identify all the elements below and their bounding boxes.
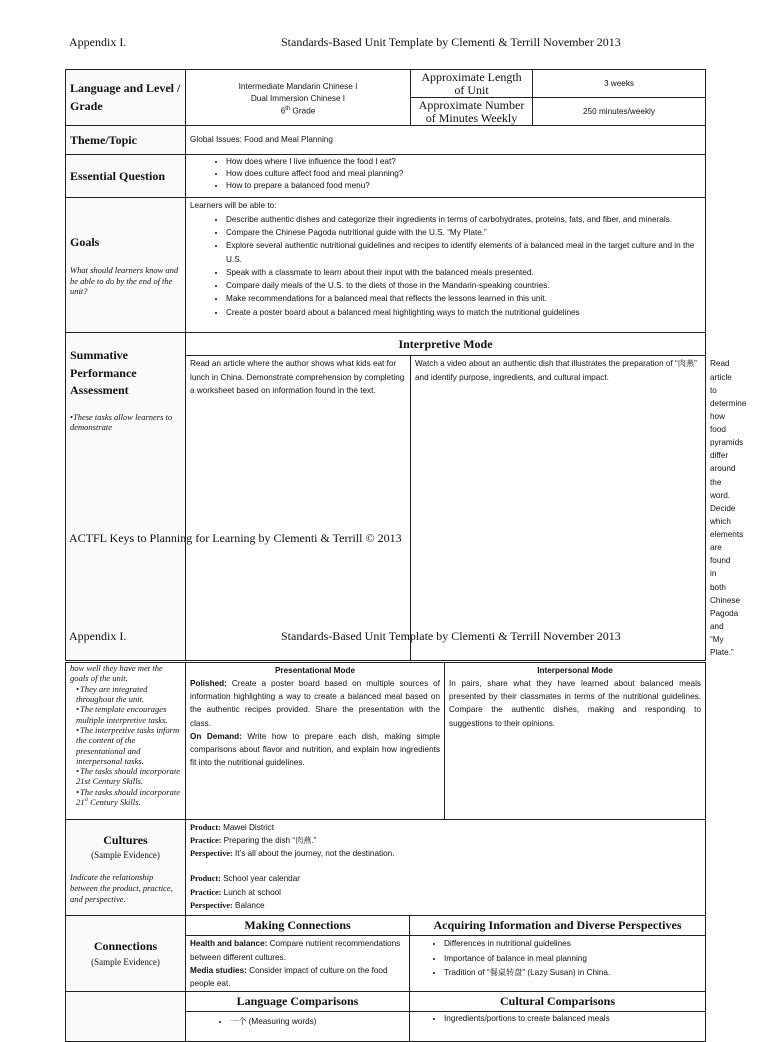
theme-value: Global Issues: Food and Meal Planning	[186, 126, 706, 155]
interpretive-task: Read an article where the author shows what kids eat for lunch in China. Demonstrate comprehension by completing a worksheet based on information found in the text.	[186, 356, 411, 661]
side-note: • They are integrated throughout the unit.	[76, 684, 181, 705]
goal-item: • Compare daily meals of the U.S. to the diets of those in the Mandarin-speaking countries.	[226, 279, 701, 292]
cultures-subtitle: Indicate the relationship between the product, practice, and perspective.	[70, 872, 173, 904]
interpersonal-mode-header: Interpersonal Mode	[537, 666, 613, 675]
minutes-label: Approximate Number of Minutes Weekly	[411, 98, 533, 126]
summative-label-cell	[66, 333, 186, 661]
acquiring-item: • Tradition of “餐桌转盘” (Lazy Susan) in China.	[444, 966, 701, 980]
goals-label-cell	[66, 198, 186, 333]
page-header-title-2: Standards-Based Unit Template by Clementi & Terrill November 2013	[281, 629, 621, 643]
side-note: • The template encourages multiple interpretive tasks.	[76, 704, 181, 725]
side-intro: how well they have met the goals of the unit.	[70, 663, 163, 684]
course-line: Intermediate Mandarin Chinese I	[238, 81, 358, 91]
connections-label: Connections	[93, 939, 158, 954]
page-footer: ACTFL Keys to Planning for Learning by Clementi & Terrill © 2013	[69, 531, 402, 545]
course-line: Dual Immersion Chinese I	[250, 93, 346, 103]
language-level-label: Language and Level / Grade	[66, 70, 186, 126]
goals-label: Goals	[70, 234, 100, 249]
goals-cell	[186, 198, 706, 333]
goal-item: • Describe authentic dishes and categorize their ingredients in terms of carbohydrates, proteins, fats, and fiber, and minerals.	[226, 213, 701, 226]
goal-item: • Speak with a classmate to learn about their input with the balanced meals presented.	[226, 266, 701, 279]
acquiring-info-header: Acquiring Information and Diverse Perspectives	[410, 916, 706, 936]
presentational-mode-header: Presentational Mode	[274, 666, 356, 675]
minutes-value: 250 minutes/weekly	[533, 98, 706, 126]
acquiring-info-cell	[410, 936, 706, 992]
goals-subtitle: What should learners know and be able to do by the end of the unit?	[70, 265, 179, 297]
appendix-label: Appendix I.	[69, 35, 127, 49]
perspective-line: Perspective: Balance	[190, 900, 265, 910]
product-line: Product: School year calendar	[190, 874, 300, 884]
unit-template-table-2	[65, 662, 706, 1042]
media-line: Media studies: Consider impact of culture on the food people eat.	[190, 965, 388, 988]
polished-task: Polished: Create a poster board based on multiple sources of information highlighting a way to create a balanced meal based on the authentic recipes provided. Share the presentation with the class.	[190, 679, 441, 728]
length-value: 3 weeks	[533, 70, 706, 98]
interpersonal-task: In pairs, share what they have learned about balanced meals presented by their classmates in terms of the nutritional guidelines. Compare the authentic dishes, making and responding to suggestions to their opinions.	[449, 679, 702, 728]
side-note: • The tasks should incorporate 21st Century Skills.	[76, 787, 181, 808]
practice-line: Practice: Preparing the dish “肉燕.”	[190, 836, 317, 846]
practice-line: Practice: Lunch at school	[190, 887, 281, 897]
cultures-label-cell	[66, 820, 186, 916]
connections-sample: (Sample Evidence)	[91, 956, 160, 967]
page-header-title: Standards-Based Unit Template by Clementi & Terrill November 2013	[281, 35, 621, 49]
goals-intro: Learners will be able to:	[190, 201, 277, 211]
essential-question-item: • How does where I live influence the food I eat?	[226, 156, 701, 168]
cultures-cell	[186, 820, 706, 916]
essential-question-item: • How does culture affect food and meal planning?	[226, 168, 701, 180]
on-demand-task: On Demand: Write how to prepare each dish, making simple comparisons about flavor and nutrition, and explain how ingredients fit into the nutritional guidelines.	[190, 731, 441, 767]
essential-question-cell	[186, 155, 706, 198]
cultures-sample: (Sample Evidence)	[91, 850, 160, 861]
health-line: Health and balance: Compare nutrient recommendations between different cultures.	[190, 939, 401, 962]
perspective-line: Perspective: It’s all about the journey, not the destination.	[190, 849, 395, 859]
cultural-comparisons-header: Cultural Comparisons	[410, 991, 706, 1011]
appendix-label-2: Appendix I.	[69, 629, 127, 643]
acquiring-item: • Differences in nutritional guidelines	[444, 937, 701, 951]
making-connections-header: Making Connections	[186, 916, 410, 936]
cultural-comparisons-cell	[410, 1012, 706, 1042]
product-line: Product: Mawei District	[190, 823, 275, 832]
connections-label-cell	[66, 916, 186, 992]
presentational-cell	[186, 663, 445, 820]
summative-subtitle: •These tasks allow learners to demonstrate	[70, 411, 173, 433]
unit-template-table: Language and Level / Grade Intermediate Mandarin Chinese I Dual Immersion Chinese I 6th Grade Approximate Length of Unit 3 weeks Approximate Number of Minutes Weekly 250 minutes/weekly Theme/Topic Global Issues: Food and Meal Planning Essential Question • How does where I live influence the food I eat? • How does culture affect food and meal planning? • How to prepare a balanced food menu? Goals What should learners know and be able to do by the end of the unit? Learners will be able to: • Describe authentic dishes and categorize their ingredients in terms of carbohydrates, proteins, fats, and fiber, and minerals. • Compare the Chinese Pagoda nutritional guide with the U.S. “My Plate.” • Explore several authentic nutritional guidelines and recipes to identify elements of a balanced meal in the target culture and in the U.S. • Speak with a classmate to learn about their input with the balanced meals presented. • Compare daily meals of the U.S. to the diets of those in the Mandarin-speaking countries. • Make recommendations for a balanced meal that reflects the lessons learned in this unit. • Create a poster board about a balanced meal highlighting ways to match the nutritional guidelines Summative Performance Assessment •These tasks allow learners to demonstrate Interpretive Mode Read an article where the author shows what kids eat for lunch in China. Demonstrate comprehension by completing a worksheet based on information found in the text. Watch a video about an authentic dish that illustrates the preparation of “肉燕” and identify purpose, ingredients, and cultural impact. Read article to determine how food pyramids differ around the word. Decide which elements are found in both Chinese Pagoda and “My Plate.”	[65, 69, 706, 661]
essential-question-label: Essential Question	[66, 155, 186, 198]
language-comparison-item: • 一个 (Measuring words)	[230, 1016, 405, 1028]
comparisons-label-cell	[66, 991, 186, 1041]
side-note: • The tasks should incorporate 21st Century Skills.	[76, 766, 181, 787]
language-comparisons-header: Language Comparisons	[186, 991, 410, 1011]
length-label: Approximate Length of Unit	[411, 70, 533, 98]
theme-label: Theme/Topic	[66, 126, 186, 155]
language-comparisons-cell	[186, 1012, 410, 1042]
goal-item: • Compare the Chinese Pagoda nutritional guide with the U.S. “My Plate.”	[226, 226, 701, 239]
goal-item: • Make recommendations for a balanced meal that reflects the lessons learned in this unit.	[226, 292, 701, 305]
summative-label: Summative Performance Assessment	[70, 348, 137, 398]
course-cell	[186, 70, 411, 126]
acquiring-item: • Importance of balance in meal planning	[444, 952, 701, 966]
side-note: • The interpretive tasks inform the content of the presentational and interpersonal tasks.	[76, 725, 181, 766]
goal-item: • Explore several authentic nutritional guidelines and recipes to identify elements of a balanced meal in the target culture and in the U.S.	[226, 239, 701, 266]
grade-line: 6th Grade	[280, 105, 316, 116]
goal-item: • Create a poster board about a balanced meal highlighting ways to match the nutritional guidelines	[226, 306, 701, 319]
interpretive-task: Watch a video about an authentic dish that illustrates the preparation of “肉燕” and identify purpose, ingredients, and cultural impact.	[411, 356, 706, 661]
making-connections-cell	[186, 936, 410, 992]
interpersonal-cell	[445, 663, 706, 820]
essential-question-item: • How to prepare a balanced food menu?	[226, 180, 701, 192]
summative-side-notes	[66, 663, 186, 820]
interpretive-mode-header: Interpretive Mode	[186, 333, 706, 356]
cultures-label: Cultures	[103, 833, 148, 847]
cultural-comparison-item: • Ingredients/portions to create balanced meals	[444, 1013, 701, 1025]
